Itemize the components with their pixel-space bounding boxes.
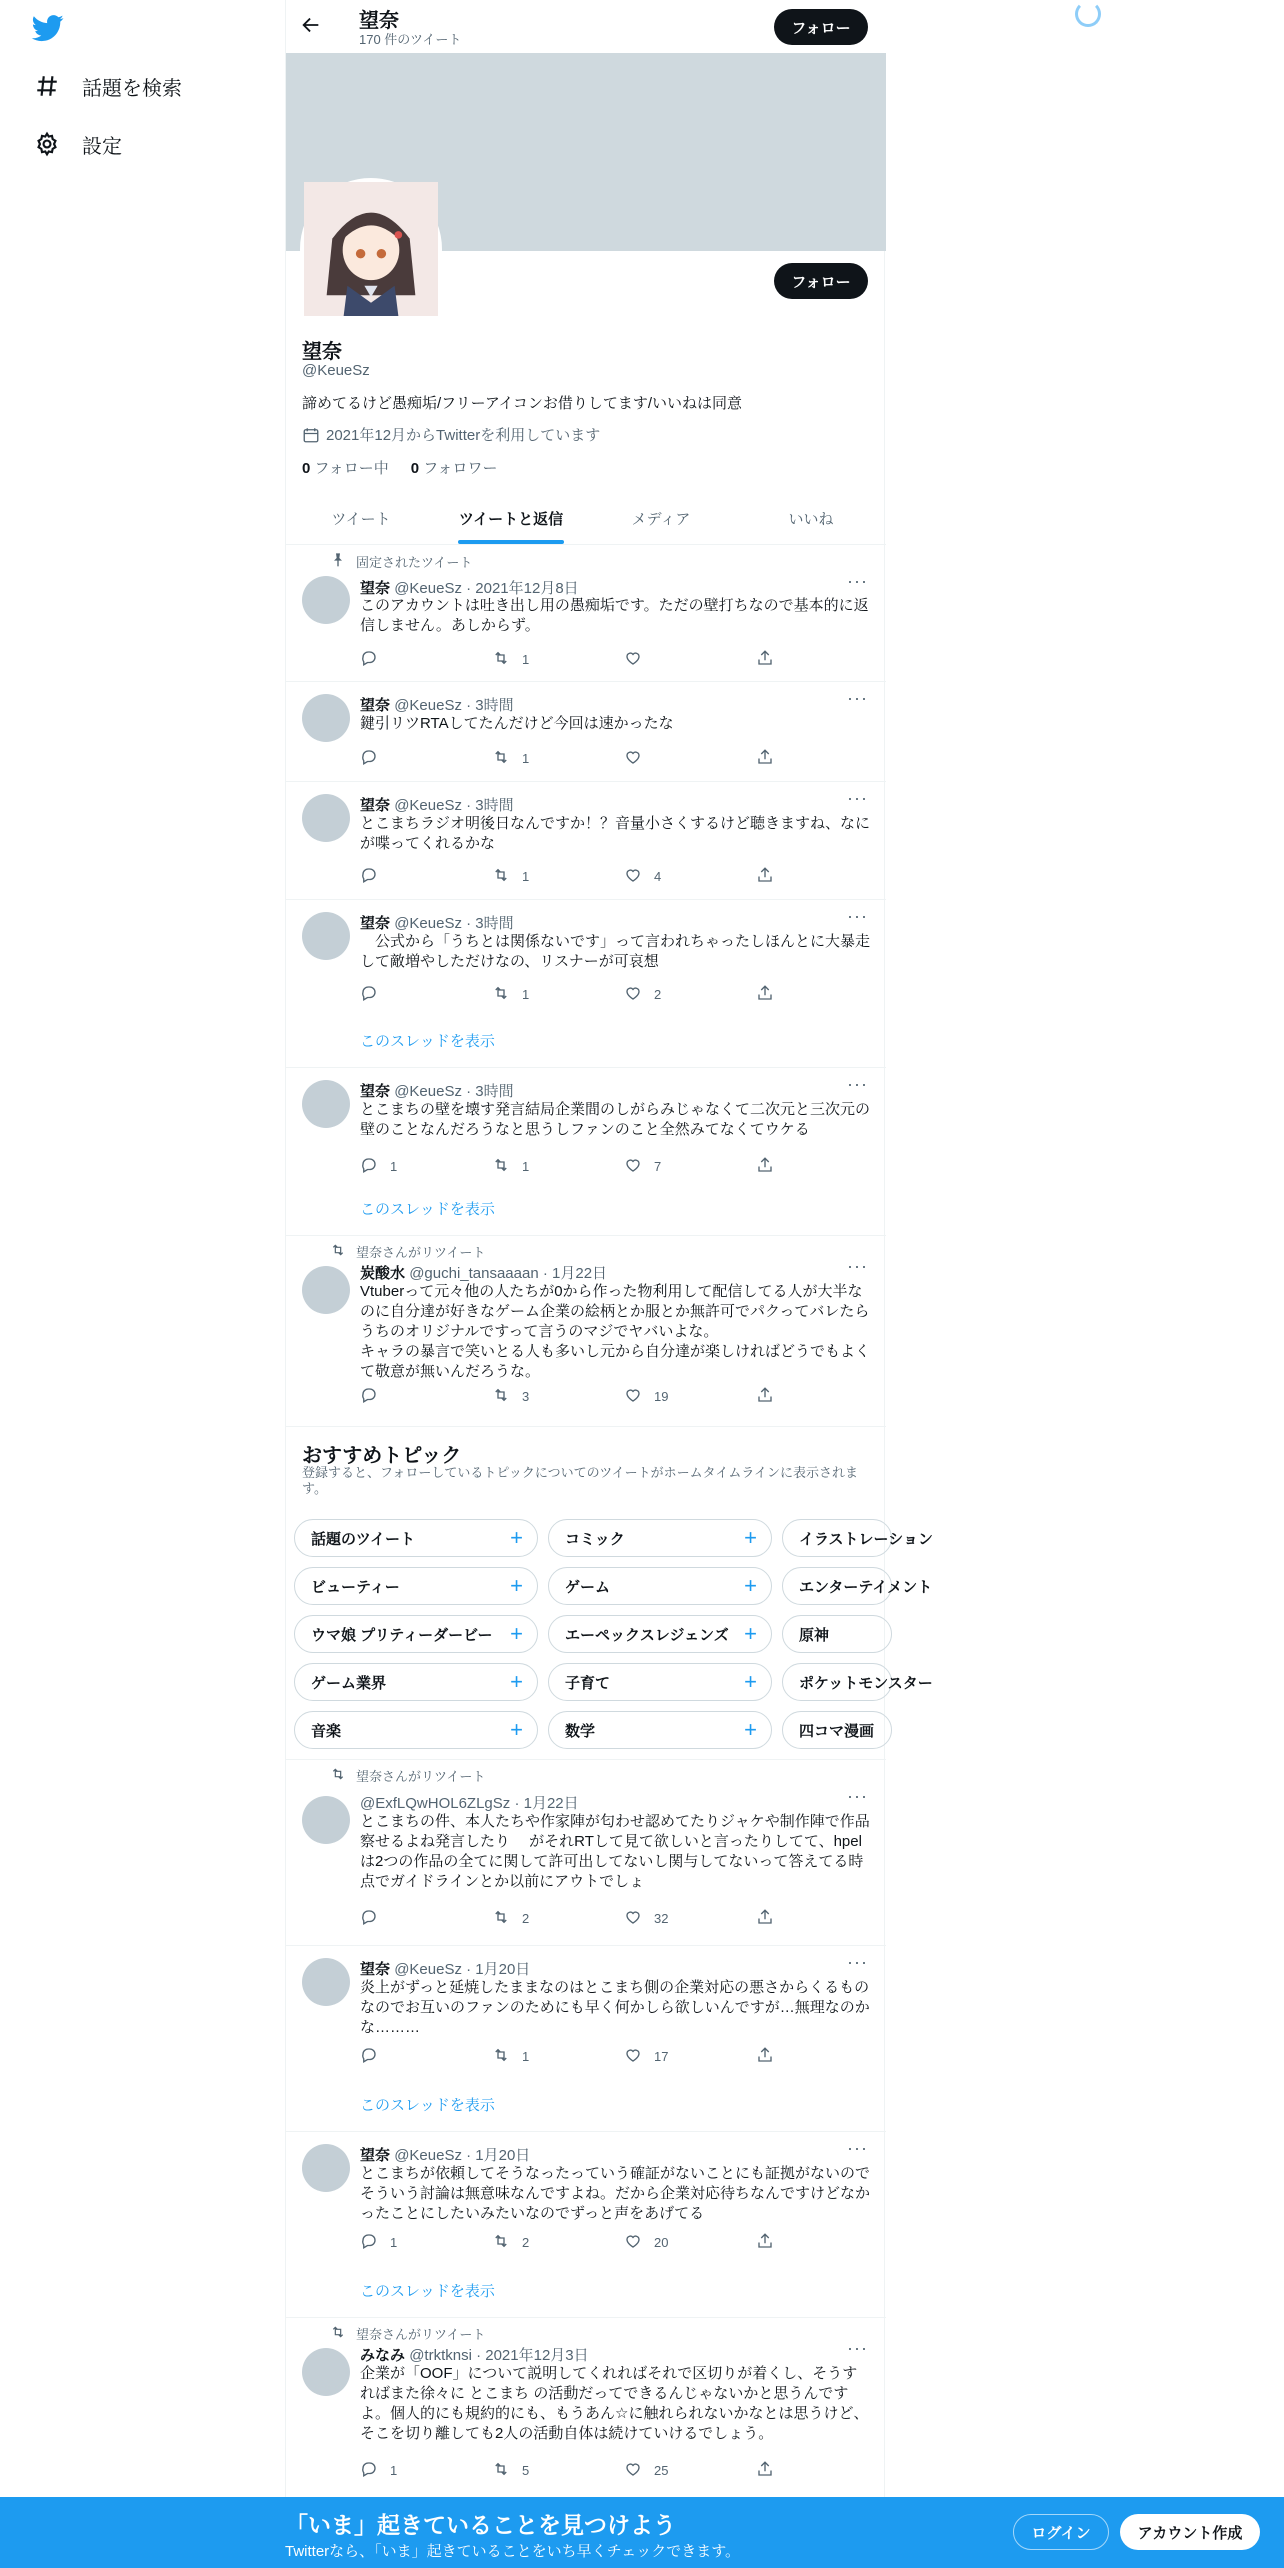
plus-icon[interactable]: + xyxy=(744,1525,757,1550)
header-tweet-count: 170 件のツイート xyxy=(359,32,462,47)
tweet-text: 公式から「うちとは関係ないです」って言われちゃったしほんとに大暴走して敵増やしただけなの、リスナーが可哀想 xyxy=(360,933,871,970)
more-icon[interactable]: ··· xyxy=(847,1786,868,1806)
tweet-actions xyxy=(360,2232,800,2252)
reply-icon xyxy=(360,2232,378,2253)
tweet-actions xyxy=(360,649,800,669)
topic-chip-label: エンターテイメント xyxy=(799,1578,933,1596)
tweet-avatar[interactable] xyxy=(302,2348,350,2396)
more-icon[interactable]: ··· xyxy=(847,788,868,808)
back-arrow-icon[interactable] xyxy=(300,14,322,36)
share-button[interactable] xyxy=(756,748,796,768)
profile-joined xyxy=(302,424,600,445)
retweet-icon xyxy=(492,866,510,887)
topic-chip[interactable] xyxy=(782,1663,933,1701)
tweet-header xyxy=(360,2344,589,2365)
tweet-actions xyxy=(360,2046,800,2066)
more-icon[interactable]: ··· xyxy=(847,571,868,591)
like-button[interactable] xyxy=(624,649,756,669)
profile-follow-stats xyxy=(302,457,498,478)
reply-icon xyxy=(360,984,378,1005)
profile-handle: @KeueSz xyxy=(302,362,370,379)
like-button[interactable]: 25 xyxy=(624,2460,756,2480)
share-icon xyxy=(756,1908,774,1929)
topic-chip-label: ゲーム業界 xyxy=(311,1674,387,1692)
tweet[interactable] xyxy=(286,1760,886,1946)
retweet-button[interactable]: 2 xyxy=(492,1908,624,1928)
show-thread-link[interactable]: このスレッドを表示 xyxy=(360,1201,495,1218)
tweet-text: 鍵引リツRTAしてたんだけど今回は速かったな xyxy=(360,715,674,732)
topic-chip[interactable] xyxy=(294,1711,538,1749)
topic-chip-label: 話題のツイート xyxy=(311,1530,415,1548)
retweet-context-icon xyxy=(330,1242,346,1261)
profile-header-bar xyxy=(286,0,886,53)
tab-likes[interactable]: いいね xyxy=(788,510,834,528)
tweet-meta: @ExfLQwHOL6ZLgSz · 1月22日 xyxy=(360,1795,579,1812)
tweet-meta: @KeueSz · 3時間 xyxy=(394,697,514,714)
tweet-text: とこまちが依頼してそうなったっていう確証がないことにも証拠がないのでそういう討論は無意味なんですよね。だから企業対応待ちなんですけどなかったことにしたいみたいなのでずっと声をあげてる xyxy=(360,2165,871,2222)
reply-button[interactable] xyxy=(360,1908,492,1928)
reply-icon xyxy=(360,2046,378,2067)
plus-icon[interactable]: + xyxy=(744,1621,757,1646)
tweet-avatar[interactable] xyxy=(302,794,350,842)
signup-button[interactable]: アカウント作成 xyxy=(1120,2514,1260,2550)
topics-subtitle: 登録すると、フォローしているトピックについてのツイートがホームタイムラインに表示されます。 xyxy=(302,1465,859,1496)
topic-chip[interactable] xyxy=(294,1663,538,1701)
plus-icon[interactable]: + xyxy=(510,1573,523,1598)
reply-button[interactable] xyxy=(360,649,492,669)
profile-avatar[interactable] xyxy=(300,178,442,320)
twitter-logo-icon[interactable] xyxy=(32,12,64,44)
share-button[interactable] xyxy=(756,2232,796,2252)
topic-chip[interactable] xyxy=(294,1567,538,1605)
tweet-avatar[interactable] xyxy=(302,576,350,624)
plus-icon[interactable]: + xyxy=(744,1669,757,1694)
tweet[interactable] xyxy=(286,2132,886,2318)
reply-button[interactable] xyxy=(360,1386,492,1406)
topic-chip-label: エーペックスレジェンズ xyxy=(565,1626,729,1644)
like-button[interactable]: 4 xyxy=(624,866,756,886)
nav-settings[interactable] xyxy=(34,124,122,164)
tweet-text: とこまちの件、本人たちや作家陣が匂わせ認めてたりジャケや制作陣で作品察せるよね発言したり がそれRTして見て欲しいと言ったりしてて、hpelは2つの作品の全てに関して許可出してないし関与してないって答えてる時点でガイドラインとか以前にアウトでしょ xyxy=(360,1813,870,1890)
hashtag-icon xyxy=(34,73,60,99)
avatar-illustration xyxy=(304,182,438,316)
profile-joined-text: 2021年12月からTwitterを利用しています xyxy=(326,427,601,444)
tweet[interactable] xyxy=(286,782,886,900)
reply-button[interactable] xyxy=(360,866,492,886)
tweet-actions xyxy=(360,984,800,1004)
main-column xyxy=(285,0,933,2568)
tweet-header xyxy=(360,577,579,598)
followers-link[interactable]: 0 フォロワー xyxy=(410,460,498,477)
reply-icon xyxy=(360,748,378,769)
tweet-meta: @KeueSz · 3時間 xyxy=(394,1083,514,1100)
plus-icon[interactable]: + xyxy=(744,1573,757,1598)
reply-icon xyxy=(360,866,378,887)
like-button[interactable]: 20 xyxy=(624,2232,756,2252)
topic-chip[interactable] xyxy=(548,1519,772,1557)
tweet-text: 企業が「OOF」について説明してくれればそれで区切りが着くし、そうすればまた徐々に とこまち の活動だってできるんじゃないかと思うんですよ。個人的にも規約的にも、もうあん☆に触れられないかなとは思うけど、そこを切り離しても2人の活動自体は続けていけるでしょう。 xyxy=(360,2365,869,2442)
share-icon xyxy=(756,2460,774,2481)
tweet-actions xyxy=(360,1908,800,1928)
show-thread-link[interactable]: このスレッドを表示 xyxy=(360,2097,495,2114)
tweet-avatar[interactable] xyxy=(302,1266,350,1314)
plus-icon[interactable]: + xyxy=(510,1717,523,1742)
retweet-button[interactable]: 1 xyxy=(492,1156,624,1176)
retweet-button[interactable]: 1 xyxy=(492,649,624,669)
tweet-avatar[interactable] xyxy=(302,694,350,742)
retweet-button[interactable]: 5 xyxy=(492,2460,624,2480)
topic-chip-label: イラストレーション xyxy=(799,1530,933,1548)
tweet-avatar[interactable] xyxy=(302,912,350,960)
topic-chip-label: 数学 xyxy=(565,1722,596,1740)
reply-icon xyxy=(360,649,378,670)
topics-title: おすすめトピック xyxy=(302,1445,462,1467)
tweet-author-name[interactable]: 望奈 xyxy=(360,915,391,932)
tweet-actions xyxy=(360,748,800,768)
header-name: 望奈 xyxy=(359,10,399,32)
share-icon xyxy=(756,984,774,1005)
share-icon xyxy=(756,2046,774,2067)
retweet-icon xyxy=(492,1908,510,1929)
login-button[interactable]: ログイン xyxy=(1013,2514,1109,2550)
pin-icon xyxy=(330,552,346,571)
heart-icon xyxy=(624,2046,642,2067)
retweet-button[interactable]: 2 xyxy=(492,2232,624,2252)
tweet-meta: @KeueSz · 1月20日 xyxy=(394,1961,531,1978)
topic-chip-label: 四コマ漫画 xyxy=(799,1722,875,1740)
share-button[interactable] xyxy=(756,1386,796,1406)
share-button[interactable] xyxy=(756,1908,796,1928)
more-icon[interactable]: ··· xyxy=(847,2338,868,2358)
share-button[interactable] xyxy=(756,1156,796,1176)
share-icon xyxy=(756,866,774,887)
tweet-header xyxy=(360,694,514,715)
share-button[interactable] xyxy=(756,649,796,669)
signup-banner-title: 「いま」起きていることを見つけよう xyxy=(285,2512,676,2538)
tweet-header xyxy=(360,1080,514,1101)
reply-button[interactable]: 1 xyxy=(360,1156,492,1176)
tweet-author-name[interactable]: 望奈 xyxy=(360,1961,391,1978)
like-button[interactable]: 19 xyxy=(624,1386,756,1406)
tweet-text: Vtuberって元々他の人たちが0から作った物利用して配信してる人が大半なのに自分達が好きなゲーム企業の絵柄とか服とか無許可でパクってバレたらうちのオリジナルですって言うのマジでヤバいよな。 キャラの暴言で笑いとる人も多いし元から自分達が楽しければどうでもよくて敬意が無いんだろうな。 xyxy=(360,1283,871,1380)
share-icon xyxy=(756,1156,774,1177)
topic-chip-label: ゲーム xyxy=(565,1578,611,1596)
tweet-header xyxy=(360,2144,530,2165)
tweet-avatar[interactable] xyxy=(302,1796,350,1844)
tab-tweets-replies[interactable]: ツイートと返信 xyxy=(436,492,586,544)
topic-chip-label: ウマ娘 プリティーダービー xyxy=(311,1626,493,1644)
topic-chip[interactable] xyxy=(782,1519,933,1557)
tweet-avatar[interactable] xyxy=(302,1080,350,1128)
tweet[interactable] xyxy=(286,2318,886,2498)
tweet-meta: @KeueSz · 3時間 xyxy=(394,915,514,932)
nav-settings-label: 設定 xyxy=(82,135,122,158)
share-icon xyxy=(756,748,774,769)
tweet-author-name[interactable]: みなみ xyxy=(360,2347,406,2364)
topic-chip[interactable] xyxy=(782,1711,892,1749)
retweet-icon xyxy=(492,1156,510,1177)
topic-chip-label: 原神 xyxy=(799,1626,830,1644)
tab-tweets[interactable]: ツイート xyxy=(331,510,391,528)
retweet-button[interactable]: 3 xyxy=(492,1386,624,1406)
profile-bio: 諦めてるけど愚痴垢/フリーアイコンお借りしてます/いいねは同意 xyxy=(302,395,743,412)
like-button[interactable]: 32 xyxy=(624,1908,756,1928)
retweet-button[interactable]: 1 xyxy=(492,866,624,886)
topic-chip[interactable] xyxy=(548,1711,772,1749)
tweet-header xyxy=(360,794,514,815)
more-icon[interactable]: ··· xyxy=(847,2138,868,2158)
loading-spinner-icon xyxy=(1075,1,1101,27)
topic-chip-label: 子育て xyxy=(565,1674,611,1692)
tweet-text: このアカウントは吐き出し用の愚痴垢です。ただの壁打ちなので基本的に返信しません。あしからず。 xyxy=(360,597,869,634)
heart-icon xyxy=(624,748,642,769)
share-button[interactable] xyxy=(756,2460,796,2480)
tweet-actions xyxy=(360,866,800,886)
topic-chip-label: ビューティー xyxy=(311,1578,400,1596)
tweet-author-name[interactable]: 炭酸水 xyxy=(360,1265,406,1282)
heart-icon xyxy=(624,1908,642,1929)
heart-icon xyxy=(624,649,642,670)
recommended-topics xyxy=(286,1427,933,1760)
signup-banner-subtitle: Twitterなら、「いま」起きていることをいち早くチェックできます。 xyxy=(285,2543,741,2560)
tweet-author-name[interactable]: 望奈 xyxy=(360,1083,391,1100)
retweet-icon xyxy=(492,2460,510,2481)
tweet[interactable] xyxy=(286,1068,886,1236)
tweet-avatar[interactable] xyxy=(302,1958,350,2006)
retweet-icon xyxy=(492,984,510,1005)
tweet[interactable] xyxy=(286,1236,886,1427)
tweet-context: 望奈さんがリツイート xyxy=(330,1242,485,1261)
share-button[interactable] xyxy=(756,984,796,1004)
tweet[interactable] xyxy=(286,546,886,682)
tweet-actions xyxy=(360,1386,800,1406)
retweet-context-icon xyxy=(330,1766,346,1785)
tweet-meta: @KeueSz · 1月20日 xyxy=(394,2147,531,2164)
retweet-icon xyxy=(492,1386,510,1407)
tweet-actions xyxy=(360,2460,800,2480)
reply-button[interactable]: 1 xyxy=(360,2460,492,2480)
plus-icon[interactable]: + xyxy=(510,1525,523,1550)
tweet-context: 固定されたツイート xyxy=(330,552,472,571)
calendar-icon xyxy=(302,426,320,444)
reply-button[interactable] xyxy=(360,2046,492,2066)
tweet[interactable] xyxy=(286,1946,886,2132)
reply-icon xyxy=(360,1386,378,1407)
heart-icon xyxy=(624,866,642,887)
heart-icon xyxy=(624,1156,642,1177)
topic-chip[interactable] xyxy=(294,1519,538,1557)
tweet-meta: @trktknsi · 2021年12月3日 xyxy=(409,2347,589,2364)
retweet-button[interactable]: 1 xyxy=(492,748,624,768)
topic-chip[interactable] xyxy=(782,1615,892,1653)
heart-icon xyxy=(624,1386,642,1407)
tweet-header xyxy=(360,1792,579,1813)
like-button[interactable]: 17 xyxy=(624,2046,756,2066)
signup-banner xyxy=(0,2497,1284,2568)
tab-media[interactable]: メディア xyxy=(631,510,691,528)
plus-icon[interactable]: + xyxy=(510,1669,523,1694)
heart-icon xyxy=(624,2460,642,2481)
header-follow-button[interactable]: フォロー xyxy=(774,9,868,45)
tweet-author-name[interactable]: 望奈 xyxy=(360,697,391,714)
more-icon[interactable]: ··· xyxy=(847,688,868,708)
topic-chip[interactable] xyxy=(548,1663,772,1701)
profile-name: 望奈 xyxy=(302,341,342,363)
tweet-avatar[interactable] xyxy=(302,2144,350,2192)
share-button[interactable] xyxy=(756,866,796,886)
tweet-meta: @KeueSz · 2021年12月8日 xyxy=(394,580,579,597)
tweet-text: とこまちの壁を壊す発言結局企業間のしがらみじゃなくて二次元と三次元の壁のことなんだろうなと思うしファンのこと全然みてなくてウケる xyxy=(360,1101,871,1138)
topic-chip[interactable] xyxy=(782,1567,933,1605)
tweet-header xyxy=(360,1958,530,1979)
topic-chip-label: ポケットモンスター xyxy=(799,1674,933,1692)
gear-icon xyxy=(34,131,60,157)
show-thread-link[interactable]: このスレッドを表示 xyxy=(360,1033,495,1050)
profile-follow-button[interactable]: フォロー xyxy=(774,263,868,299)
reply-button[interactable] xyxy=(360,748,492,768)
nav-explore-label: 話題を検索 xyxy=(82,77,182,100)
retweet-context-icon xyxy=(330,2324,346,2343)
reply-icon xyxy=(360,2460,378,2481)
reply-button[interactable] xyxy=(360,984,492,1004)
retweet-icon xyxy=(492,649,510,670)
heart-icon xyxy=(624,2232,642,2253)
reply-icon xyxy=(360,1908,378,1929)
more-icon[interactable]: ··· xyxy=(847,1952,868,1972)
tweet-text: 炎上がずっと延焼したままなのはとこまち側の企業対応の悪さからくるものなのでお互いのファンのためにも早く何かしら欲しいんですが…無理なのかな……… xyxy=(360,1979,870,2036)
tweet-text: とこまちラジオ明後日なんですか！？音量小さくするけど聴きますね、なにが喋ってくれるかな xyxy=(360,815,871,852)
plus-icon[interactable]: + xyxy=(744,1717,757,1742)
more-icon[interactable]: ··· xyxy=(847,906,868,926)
retweet-icon xyxy=(492,2232,510,2253)
share-button[interactable] xyxy=(756,2046,796,2066)
heart-icon xyxy=(624,984,642,1005)
tweet-author-name[interactable]: 望奈 xyxy=(360,2147,391,2164)
tweet-header xyxy=(360,1262,607,1283)
tweet-context: 望奈さんがリツイート xyxy=(330,2324,485,2343)
topic-chip[interactable] xyxy=(548,1615,772,1653)
tweet-actions xyxy=(360,1156,800,1176)
tweet-author-name[interactable]: 望奈 xyxy=(360,580,391,597)
share-icon xyxy=(756,1386,774,1407)
like-button[interactable]: 7 xyxy=(624,1156,756,1176)
topic-chip-label: コミック xyxy=(565,1530,625,1548)
tweet-header xyxy=(360,912,514,933)
share-icon xyxy=(756,649,774,670)
more-icon[interactable]: ··· xyxy=(847,1074,868,1094)
tweet-author-name[interactable]: 望奈 xyxy=(360,797,391,814)
retweet-button[interactable]: 1 xyxy=(492,2046,624,2066)
retweet-icon xyxy=(492,748,510,769)
nav-explore[interactable] xyxy=(34,66,182,106)
like-button[interactable]: 2 xyxy=(624,984,756,1004)
reply-button[interactable]: 1 xyxy=(360,2232,492,2252)
topic-chip[interactable] xyxy=(294,1615,538,1653)
tweet[interactable] xyxy=(286,682,886,782)
tweet[interactable] xyxy=(286,900,886,1068)
following-link[interactable]: 0 フォロー中 xyxy=(302,460,389,477)
plus-icon[interactable]: + xyxy=(510,1621,523,1646)
topic-chip[interactable] xyxy=(548,1567,772,1605)
share-icon xyxy=(756,2232,774,2253)
profile-tabs xyxy=(286,492,886,545)
retweet-icon xyxy=(492,2046,510,2067)
like-button[interactable] xyxy=(624,748,756,768)
tweet-meta: @KeueSz · 3時間 xyxy=(394,797,514,814)
topic-chip-label: 音楽 xyxy=(311,1722,342,1740)
tweet-context: 望奈さんがリツイート xyxy=(330,1766,485,1785)
tweet-meta: @guchi_tansaaaan · 1月22日 xyxy=(409,1265,608,1282)
more-icon[interactable]: ··· xyxy=(847,1256,868,1276)
retweet-button[interactable]: 1 xyxy=(492,984,624,1004)
show-thread-link[interactable]: このスレッドを表示 xyxy=(360,2283,495,2300)
reply-icon xyxy=(360,1156,378,1177)
